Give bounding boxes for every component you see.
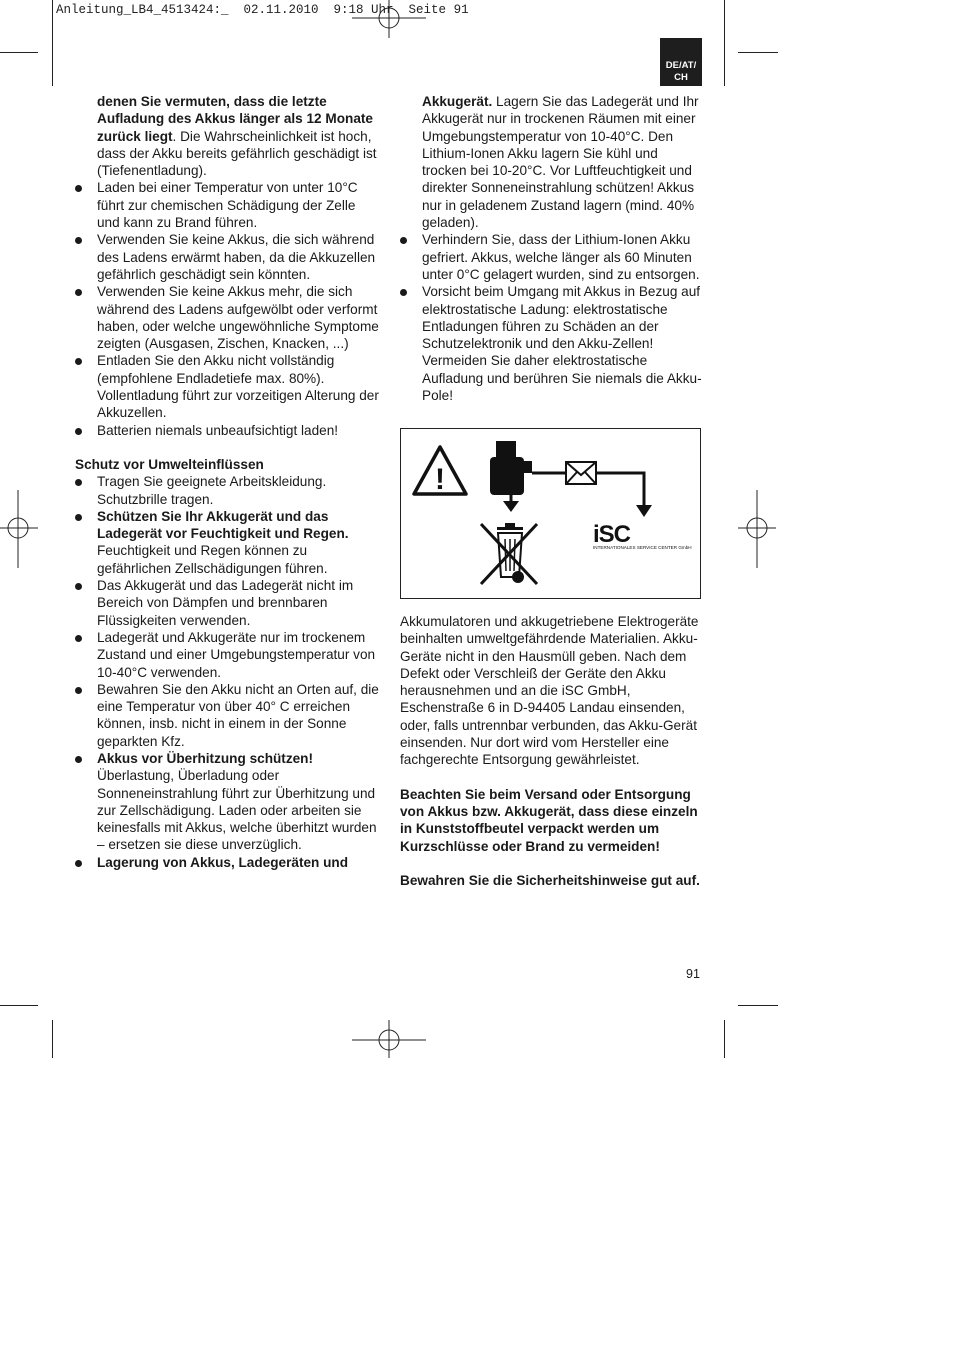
crossed-bin-icon — [481, 523, 537, 584]
right-column — [400, 93, 702, 404]
list-item-text: Tragen Sie geeignete Arbeitskleidung. Schutzbrille tragen. — [97, 474, 327, 507]
list-item — [75, 854, 381, 871]
list-item-text: Entladen Sie den Akku nicht vollständig (empfohlene Endladetiefe max. 80%). Vollentladung führt zur vorzeitigen Alterung der Akkuzellen. — [97, 353, 379, 421]
intro-rest: . Die Wahrscheinlichkeit ist hoch, dass der Akku bereits gefährlich geschädigt ist (Tiefenentladung). — [97, 128, 377, 179]
language-tab-line: DE/AT/ — [665, 60, 697, 71]
storage-paragraph — [400, 93, 702, 231]
bullet-dot — [400, 237, 407, 244]
list-item-text: Ladegerät und Akkugeräte nur im trockenem Zustand und einer Umgebungstemperatur von 10-40°C verwenden. — [97, 629, 376, 680]
list-item — [400, 283, 702, 404]
list-item — [75, 577, 381, 629]
bullet-dot — [75, 237, 82, 244]
crop-mark — [0, 1005, 38, 1006]
print-slug: Anleitung_LB4_4513424:_ 02.11.2010 9:18 Uhr Seite 91 — [56, 3, 469, 17]
bullet-dot — [75, 860, 82, 867]
list-item-text: Verwenden Sie keine Akkus, die sich während des Ladens erwärmt haben, da die Akkuzellen gefährlich geschädigt sein könnten. — [97, 232, 376, 282]
bullet-dot — [75, 687, 82, 694]
list-item — [75, 750, 381, 854]
spacer — [400, 769, 702, 786]
isc-logo-text: iSC — [593, 521, 631, 548]
battery-device-icon — [490, 441, 532, 495]
warning-triangle-icon — [414, 447, 466, 496]
bullet-dot — [75, 185, 82, 192]
list-item-text: Feuchtigkeit und Regen können zu gefährlichen Zellschädigungen führen. — [97, 543, 328, 576]
intro-paragraph — [75, 93, 381, 179]
bullet-dot — [400, 289, 407, 296]
registration-mark-bottom — [350, 1020, 428, 1060]
bullet-dot — [75, 428, 82, 435]
list-item — [75, 508, 381, 577]
list-item — [75, 231, 381, 283]
registration-mark-left — [0, 490, 40, 570]
bullet-dot — [75, 756, 82, 763]
crop-mark — [724, 0, 725, 86]
crop-mark — [52, 0, 53, 86]
spacer — [400, 855, 702, 872]
list-item-text: Bewahren Sie den Akku nicht an Orten auf, die eine Temperatur von über 40° C erreichen können, insb. nicht in einem in der Sonne geparkten Kfz. — [97, 681, 379, 749]
list-item-text: Vorsicht beim Umgang mit Akkus in Bezug auf elektrostatische Ladung: elektrostatische Entladungen führen zu Schäden an der Schutzelektronik und den Akku-Zellen! Vermeiden Sie daher elektrostatische Aufladung und berühren Sie niemals die Akku-Pole! — [422, 284, 702, 404]
storage-rest: Lagern Sie das Ladegerät und Ihr Akkugerät nur in trockenen Räumen mit einer Umgebungstemperatur von 10-40°C. Den Lithium-Ionen Akku lagern Sie kühl und trocken bei 10-20°C. Vor Luftfeuchtigkeit und direkter Sonneneinstrahlung schützen! Akkus nur in geladenem Zustand lagern (mind. 40% geladen). — [422, 94, 699, 231]
bullet-dot — [75, 635, 82, 642]
registration-mark-right — [738, 490, 778, 570]
bullet-dot — [75, 358, 82, 365]
disposal-paragraph: Akkumulatoren und akkugetriebene Elektrogeräte beinhalten umweltgefährdende Materialien. Akku- Geräte nicht in den Hausmüll geben. Nach dem Defekt oder Verschleiß der Geräte den Akku herausnehmen und an die iSC GmbH, Eschenstraße 6 in D-94405 Landau einsenden, oder, falls untrennbar verbunden, das Akku-Gerät einsenden. Nur dort wird vom Hersteller eine fachgerechte Entsorgung gewährleistet. — [400, 614, 699, 768]
crop-mark — [738, 1005, 778, 1006]
section-heading: Schutz vor Umwelteinflüssen — [75, 456, 264, 472]
list-item-text: Batterien niemals unbeaufsichtigt laden! — [97, 422, 339, 438]
list-item-text: Das Akkugerät und das Ladegerät nicht im Bereich von Dämpfen und brennbaren Flüssigkeiten verwenden. — [97, 578, 354, 628]
list-item — [75, 422, 381, 439]
list-item — [75, 681, 381, 750]
crop-mark — [0, 52, 38, 53]
isc-logo — [593, 521, 692, 550]
arrow-down-icon — [503, 495, 519, 512]
envelope-icon — [566, 462, 596, 484]
crop-mark — [724, 1020, 725, 1058]
page-number: 91 — [686, 967, 700, 981]
list-item-bold: Lagerung von Akkus, Ladegeräten und — [97, 854, 349, 870]
crop-mark — [52, 1020, 53, 1058]
intro-bold: denen Sie vermuten, dass die letzte Aufladung des Akkus länger als 12 Monate zurück liegt — [97, 94, 373, 144]
list-item — [75, 179, 381, 231]
list-item — [75, 283, 381, 352]
warning-mark: ! — [435, 463, 445, 496]
list-item-text: Überlastung, Überladung oder Sonneneinstrahlung führt zur Überhitzung und zur Zellschädigung. Laden oder arbeiten sie keinesfalls mit Akkus, welche überhitzt wurden – ersetzen sie diese unverzüglich. — [97, 768, 377, 853]
isc-logo-subtitle: INTERNATIONALES SERVICE CENTER GmbH — [593, 545, 692, 550]
crop-mark — [738, 52, 778, 53]
left-column — [75, 93, 381, 871]
bullet-dot — [75, 479, 82, 486]
list-item-bold: Akkus vor Überhitzung schützen! — [97, 750, 314, 766]
list-item — [400, 231, 702, 283]
right-column-lower — [400, 613, 702, 889]
language-tab — [660, 38, 702, 86]
list-item-text: Laden bei einer Temperatur von unter 10°C führt zur chemischen Schädigung der Zelle und kann zu Brand führen. — [97, 180, 358, 231]
list-item-text: Verwenden Sie keine Akkus mehr, die sich während des Ladens aufgewölbt oder verformt haben, oder welche ungewöhnliche Symptome zeigten (Ausgasen, Zischen, Knacken, ...) — [97, 284, 379, 352]
list-item-bold: Schützen Sie Ihr Akkugerät und das Ladegerät vor Feuchtigkeit und Regen. — [97, 508, 349, 542]
language-tab-line: CH — [674, 72, 688, 83]
list-item — [75, 473, 381, 508]
shipping-warning: Beachten Sie beim Versand oder Entsorgung von Akkus bzw. Akkugerät, dass diese einzeln in Kunststoffbeutel verpackt werden um Kurzschlüsse oder Brand zu vermeiden! — [400, 786, 698, 854]
disposal-figure — [400, 428, 701, 599]
list-item — [75, 352, 381, 421]
arrow-to-isc-icon — [596, 473, 652, 517]
list-item-text: Verhindern Sie, dass der Lithium-Ionen Akku gefriert. Akkus, welche länger als 60 Minuten unter 0°C gelagert wurden, sind zu entsorgen. — [422, 232, 700, 282]
list-item — [75, 629, 381, 681]
bullet-dot — [75, 514, 82, 521]
bullet-dot — [75, 583, 82, 590]
keep-instructions: Bewahren Sie die Sicherheitshinweise gut auf. — [400, 872, 700, 888]
bullet-dot — [75, 289, 82, 296]
storage-bold: Akkugerät. — [422, 94, 493, 109]
